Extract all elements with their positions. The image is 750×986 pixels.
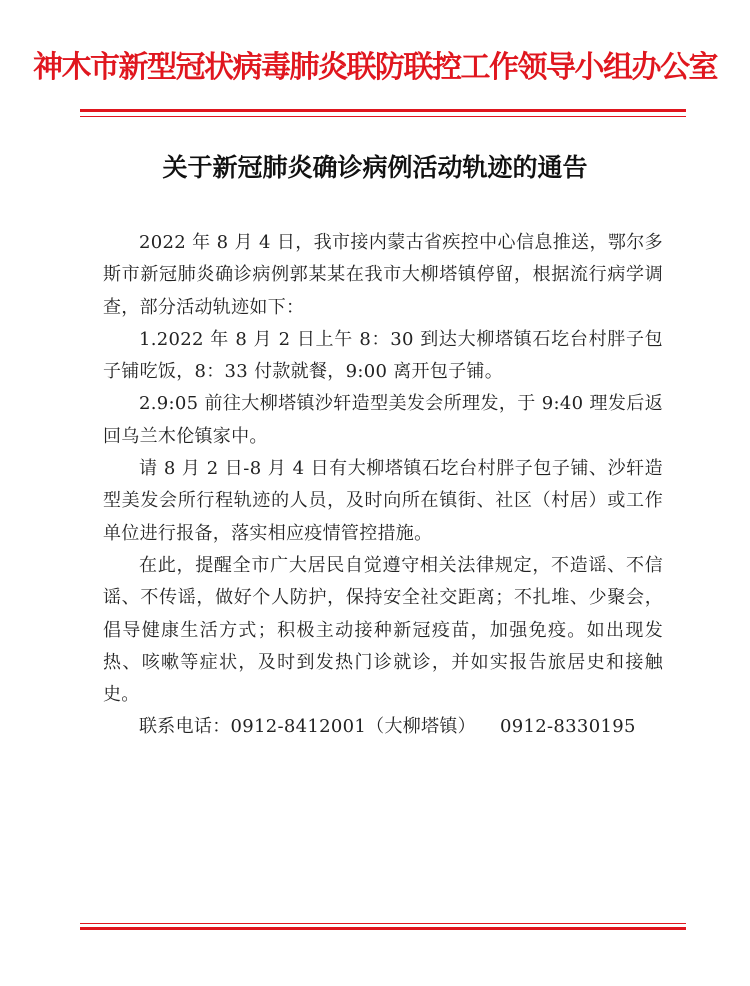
- paragraph-report-request: 请 8 月 2 日-8 月 4 日有大柳塔镇石圪台村胖子包子铺、沙轩造型美发会所行程轨迹的人员，及时向所在镇街、社区（村居）或工作单位进行报备，落实相应疫情管控措施。: [103, 458, 663, 544]
- notice-title: 关于新冠肺炎确诊病例活动轨迹的通告: [162, 153, 588, 182]
- notice-body: [103, 227, 663, 744]
- header-rule-thin: [80, 116, 686, 117]
- paragraph-intro: 2022 年 8 月 4 日，我市接内蒙古省疾控中心信息推送，鄂尔多斯市新冠肺炎确诊病例郭某某在我市大柳塔镇停留，根据流行病学调查，部分活动轨迹如下：: [103, 232, 663, 318]
- footer-rule-thin: [80, 923, 686, 924]
- org-header-title: 神木市新型冠状病毒肺炎联防联控工作领导小组办公室: [33, 50, 717, 85]
- header-rule-thick: [80, 109, 686, 112]
- footer-rule-thick: [80, 927, 686, 930]
- paragraph-trajectory-2: 2.9:05 前往大柳塔镇沙轩造型美发会所理发，于 9:40 理发后返回乌兰木伦镇家中。: [103, 393, 663, 447]
- paragraph-reminder: 在此，提醒全市广大居民自觉遵守相关法律规定，不造谣、不信谣、不传谣，做好个人防护，保持安全社交距离；不扎堆、少聚会，倡导健康生活方式；积极主动接种新冠疫苗，加强免疫。如出现发热、咳嗽等症状，及时到发热门诊就诊，并如实报告旅居史和接触史。: [103, 554, 663, 706]
- paragraph-trajectory-1: 1.2022 年 8 月 2 日上午 8：30 到达大柳塔镇石圪台村胖子包子铺吃饭，8：33 付款就餐，9:00 离开包子铺。: [103, 328, 663, 383]
- contact-phone: 联系电话：0912-8412001（大柳塔镇） 0912-8330195: [139, 716, 636, 738]
